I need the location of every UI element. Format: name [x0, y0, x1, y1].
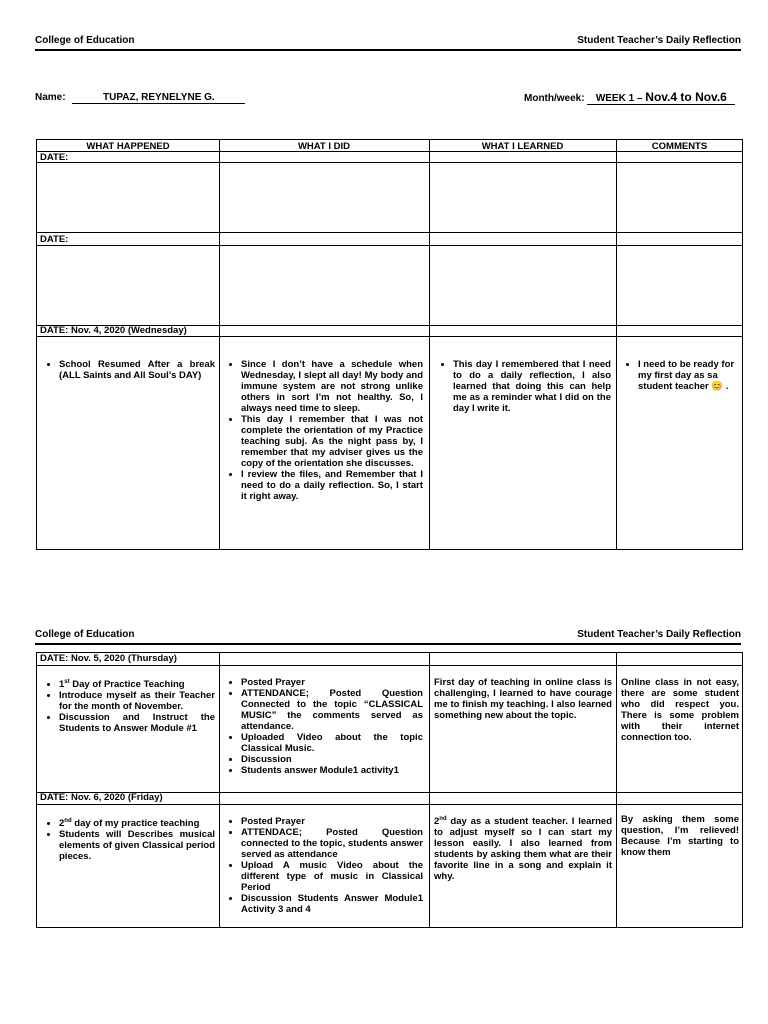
page2-header [35, 625, 741, 645]
col-what-i-learned: WHAT I LEARNED [481, 141, 564, 152]
date-row-nov6: DATE: Nov. 6, 2020 (Friday) [40, 792, 163, 803]
list-item: • Upload A music Video about the different type of music in Classical Period [241, 860, 423, 893]
col-what-happened: WHAT HAPPENED [86, 141, 170, 152]
nov6-happened-cell [41, 816, 215, 862]
list-item: • I need to be ready for my first day as sa student teacher 😊 . [638, 359, 740, 392]
name-value: TUPAZ, REYNELYNE G. [72, 92, 245, 104]
list-item: • 1st Day of Practice Teaching [59, 677, 215, 690]
list-item: • Introduce myself as their Teacher for the month of November. [59, 690, 215, 712]
list-item: • School Resumed After a break (ALL Saints and All Soul’s DAY) [59, 359, 215, 381]
reflection-table-2 [36, 652, 743, 928]
name-row [35, 92, 245, 104]
list-item: • Discussion and Instruct the Students to Answer Module #1 [59, 712, 215, 734]
week-row [524, 90, 735, 105]
nov5-comments-cell: Online class in not easy, there are some student who did respect you. There is some problem with their internet connection too. [621, 677, 739, 743]
nov5-did-cell [223, 677, 423, 776]
list-item: • This day I remembered that I need to do a daily reflection, I also learned that doing this can help me as a reminder what I did on the day I write it. [453, 359, 611, 414]
list-item: • Since I don’t have a schedule when Wednesday, I slept all day! My body and immune system are not strong unlike others in sort I’m not healthy. So, I always need time to sleep. [241, 359, 423, 414]
month-week-label: Month/week: [524, 93, 585, 104]
list-item: • Discussion [241, 754, 423, 765]
nov4-happened-cell [41, 359, 215, 381]
nov4-comments-cell [620, 359, 740, 392]
col-comments: COMMENTS [651, 141, 708, 152]
col-what-i-did: WHAT I DID [297, 141, 351, 152]
date-row-3: DATE: Nov. 4, 2020 (Wednesday) [40, 325, 187, 336]
list-item: • ATTENDACE; Posted Question connected to the topic, students answer served as attendance [241, 827, 423, 860]
nov5-happened-cell [41, 677, 215, 734]
list-item: • Posted Prayer [241, 816, 423, 827]
nov6-comments-cell: By asking them some question, I’m relieved! Because I’m starting to know them [621, 814, 739, 858]
college-label: College of Education [35, 629, 135, 640]
week-value [587, 90, 735, 105]
list-item: • Students answer Module1 activity1 [241, 765, 423, 776]
reflection-table-1 [36, 139, 743, 550]
date-row-2: DATE: [40, 234, 69, 245]
list-item: • Uploaded Video about the topic Classical Music. [241, 732, 423, 754]
nov4-learned-cell [435, 359, 611, 414]
date-row-1: DATE: [40, 152, 69, 163]
list-item: • Discussion Students Answer Module1 Activity 3 and 4 [241, 893, 423, 915]
college-label: College of Education [35, 35, 135, 46]
nov6-did-cell [223, 816, 423, 915]
list-item: • Posted Prayer [241, 677, 423, 688]
name-label: Name: [35, 92, 66, 103]
page1-header [35, 31, 741, 51]
list-item: • This day I remember that I was not complete the orientation of my Practice teaching subj. As the night pass by, I remember that my adviser gives us the copy of the orientation she discusses. [241, 414, 423, 469]
week-number: WEEK 1 – [595, 93, 643, 104]
nov6-learned-cell: 2nd day as a student teacher. I learned to adjust myself so I can start my lesson easily. I also learned from students by asking them what are their favorite line in a song and explain it why. [434, 816, 612, 883]
nov4-did-cell [223, 359, 423, 502]
list-item: • Students will Describes musical elements of given Classical period pieces. [59, 829, 215, 862]
list-item: • I review the files, and Remember that I need to do a daily reflection. So, I start it right away. [241, 469, 423, 502]
reflection-title: Student Teacher’s Daily Reflection [577, 35, 741, 46]
week-dates: Nov.4 to Nov.6 [645, 90, 727, 104]
reflection-title: Student Teacher’s Daily Reflection [577, 629, 741, 640]
date-row-nov5: DATE: Nov. 5, 2020 (Thursday) [40, 653, 177, 664]
list-item: • ATTENDANCE; Posted Question Connected to the topic “CLASSICAL MUSIC” the comments served as attendance. [241, 688, 423, 732]
nov5-learned-cell: First day of teaching in online class is challenging, I learned to have courage me to finish my teaching. I also learned something new about the topic. [434, 677, 612, 721]
list-item: • 2nd day of my practice teaching [59, 816, 215, 829]
